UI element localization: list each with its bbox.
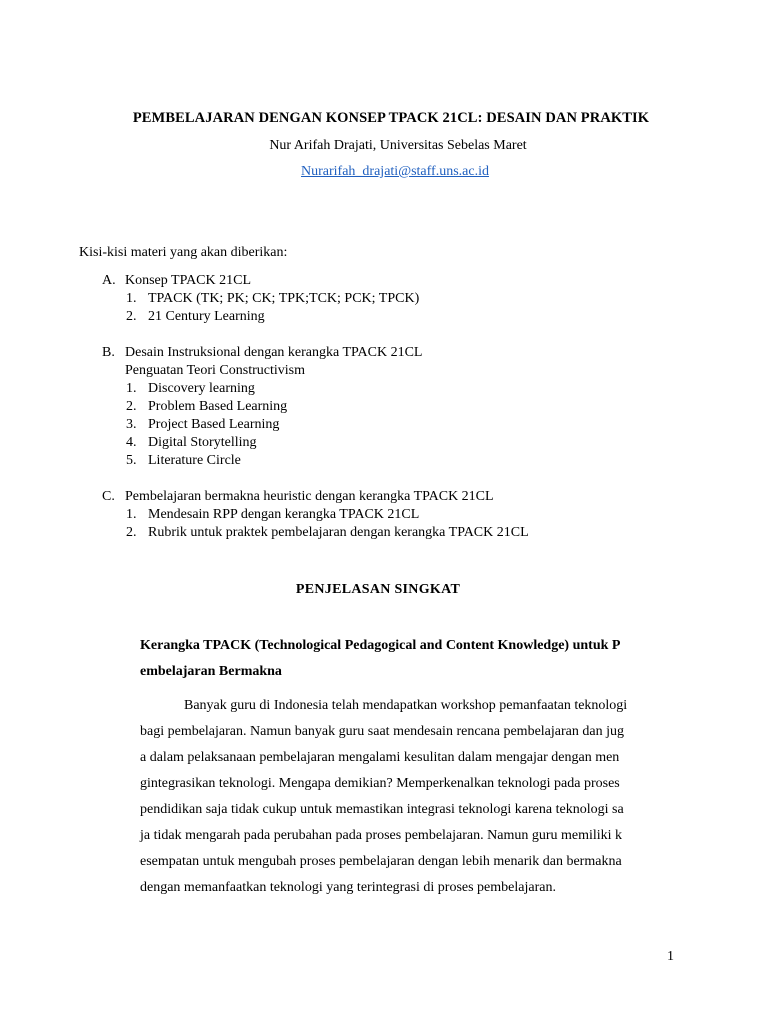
paragraph-line: dengan memanfaatkan teknologi yang terintegrasi di proses pembelajaran. [140, 880, 556, 895]
outline-c-item-text: Rubrik untuk praktek pembelajaran dengan kerangka TPACK 21CL [148, 525, 529, 540]
paragraph-line: Banyak guru di Indonesia telah mendapatkan workshop pemanfaatan teknologi [184, 698, 628, 713]
outline-marker-c: C. [102, 489, 115, 504]
page-number: 1 [667, 949, 674, 964]
outline-title-a: Konsep TPACK 21CL [125, 273, 252, 288]
outline-b-item-marker: 3. [126, 417, 137, 432]
outline-a-item-marker: 1. [126, 291, 137, 306]
paragraph-line: bagi pembelajaran. Namun banyak guru saat mendesain rencana pembelajaran dan jug [140, 724, 624, 739]
subheading-line: Kerangka TPACK (Technological Pedagogical and Content Knowledge) untuk P [140, 638, 621, 653]
outline-title-c: Pembelajaran bermakna heuristic dengan kerangka TPACK 21CL [125, 489, 494, 504]
paragraph-line: esempatan untuk mengubah proses pembelajaran dengan lebih menarik dan bermakna [140, 854, 622, 869]
outline-b-item-marker: 4. [126, 435, 137, 450]
outline-b-item-text: Literature Circle [148, 453, 241, 468]
outline-b-item-marker: 5. [126, 453, 137, 468]
email-link[interactable]: Nurarifah_drajati@staff.uns.ac.id [301, 164, 489, 179]
paragraph-line: ja tidak mengarah pada perubahan pada proses pembelajaran. Namun guru memiliki k [140, 828, 623, 843]
outline-title-b: Desain Instruksional dengan kerangka TPACK 21CL [125, 345, 423, 360]
outline-b-item-text: Problem Based Learning [148, 399, 288, 414]
outline-b-item-marker: 2. [126, 399, 137, 414]
email-line [0, 164, 768, 180]
author-line: Nur Arifah Drajati, Universitas Sebelas Maret [269, 138, 527, 153]
section-title: PENJELASAN SINGKAT [295, 582, 461, 597]
subheading-line: embelajaran Bermakna [140, 664, 282, 679]
outline-c-item-marker: 2. [126, 525, 137, 540]
paragraph-line: pendidikan saja tidak cukup untuk memastikan integrasi teknologi karena teknologi sa [140, 802, 624, 817]
paragraph-line: gintegrasikan teknologi. Mengapa demikian? Memperkenalkan teknologi pada proses [140, 776, 620, 791]
outline-b-item-marker: 1. [126, 381, 137, 396]
outline-intro: Kisi-kisi materi yang akan diberikan: [79, 245, 288, 260]
outline-c-item-text: Mendesain RPP dengan kerangka TPACK 21CL [148, 507, 420, 522]
outline-b-item-text: Digital Storytelling [148, 435, 257, 450]
outline-b-item-text: Project Based Learning [148, 417, 280, 432]
outline-a-item-marker: 2. [126, 309, 137, 324]
outline-c-item-marker: 1. [126, 507, 137, 522]
outline-marker-a: A. [102, 273, 116, 288]
outline-a-item-text: TPACK (TK; PK; CK; TPK;TCK; PCK; TPCK) [148, 291, 420, 306]
paragraph-line: a dalam pelaksanaan pembelajaran mengalami kesulitan dalam mengajar dengan men [140, 750, 620, 765]
outline-b-item-text: Discovery learning [148, 381, 255, 396]
document-title: PEMBELAJARAN DENGAN KONSEP TPACK 21CL: DESAIN DAN PRAKTIK [132, 110, 650, 126]
outline-note-b: Penguatan Teori Constructivism [125, 363, 305, 378]
outline-a-item-text: 21 Century Learning [148, 309, 265, 324]
outline-marker-b: B. [102, 345, 115, 360]
